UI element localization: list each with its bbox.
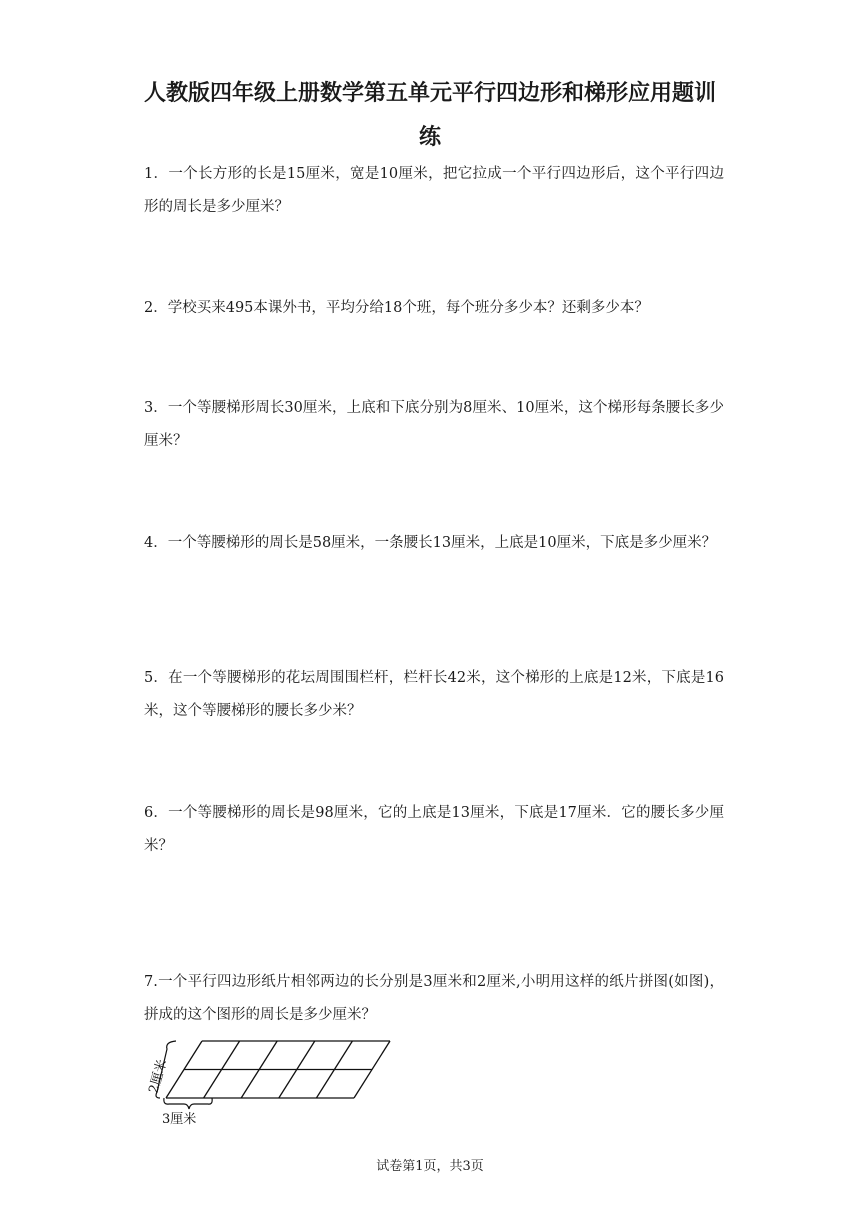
question-7: 7.一个平行四边形纸片相邻两边的长分别是3厘米和2厘米,小明用这样的纸片拼图(如图)，拼成的这个图形的周长是多少厘米？ — [144, 974, 724, 1023]
question-2: 2．学校买来495本课外书，平均分给18个班，每个班分多少本？还剩多少本？ — [144, 300, 649, 316]
base-dimension — [162, 1098, 212, 1127]
tiling-grid — [166, 1041, 390, 1098]
tiling-svg — [140, 1036, 370, 1132]
question-4: 4．一个等腰梯形的周长是58厘米，一条腰长13厘米，上底是10厘米，下底是多少厘米？ — [144, 535, 717, 551]
document-title — [120, 72, 740, 160]
question-5: 5．在一个等腰梯形的花坛周围围栏杆，栏杆长42米，这个梯形的上底是12米，下底是16米，这个等腰梯形的腰长多少米？ — [144, 670, 724, 719]
base-brace — [164, 1098, 212, 1109]
question-6: 6．一个等腰梯形的周长是98厘米，它的上底是13厘米，下底是17厘米．它的腰长多少厘米？ — [144, 805, 724, 854]
side-length-label: 2厘米 — [146, 1058, 171, 1096]
question-3: 3．一个等腰梯形周长30厘米，上底和下底分别为8厘米、10厘米，这个梯形每条腰长多少厘米？ — [144, 400, 724, 449]
title-line-1: 人教版四年级上册数学第五单元平行四边形和梯形应用题训 — [143, 81, 716, 106]
question-1: 1．一个长方形的长是15厘米，宽是10厘米，把它拉成一个平行四边形后，这个平行四边形的周长是多少厘米？ — [144, 166, 724, 215]
base-length-label: 3厘米 — [162, 1112, 197, 1127]
parallelogram-tiling-figure — [140, 1036, 370, 1132]
title-line-2: 练 — [418, 125, 441, 150]
page-footer: 试卷第1页，共3页 — [376, 1159, 484, 1174]
